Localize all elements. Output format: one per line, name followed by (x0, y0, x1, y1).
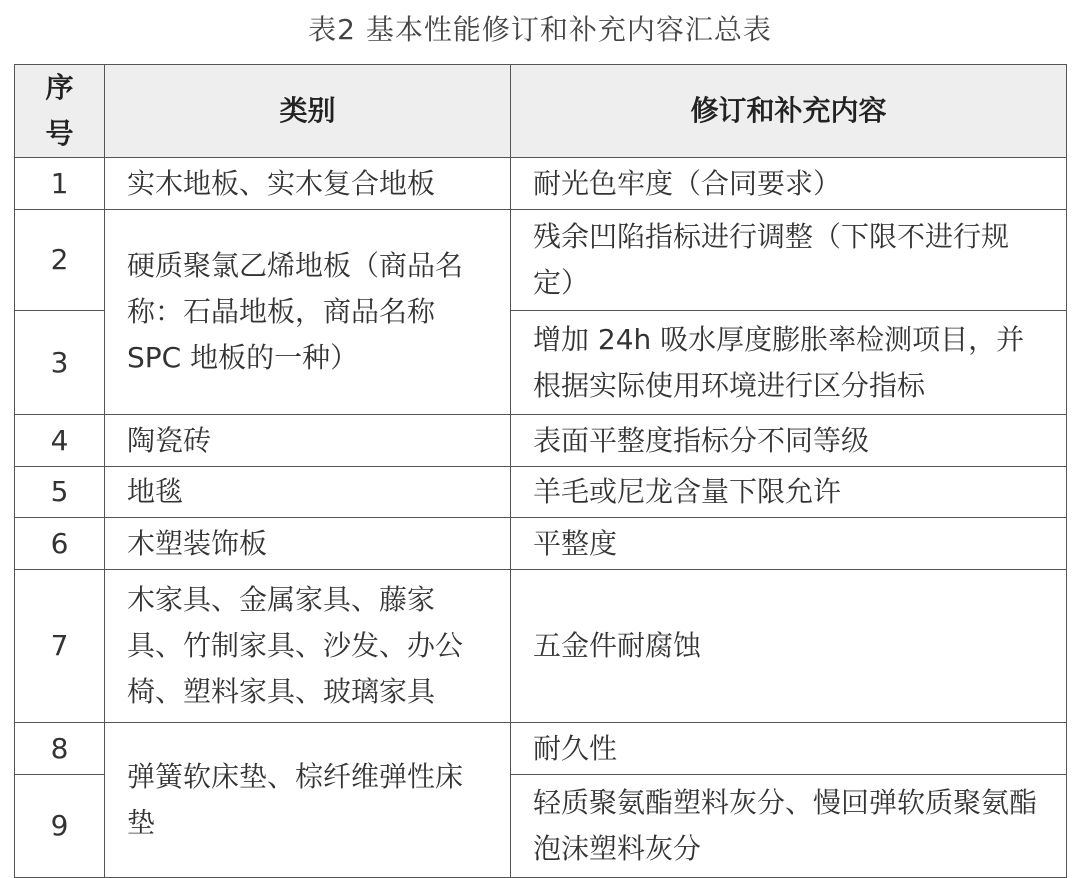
row-revision: 五金件耐腐蚀 (511, 570, 1067, 723)
table-row (15, 570, 1067, 723)
row-category: 木塑装饰板 (105, 518, 511, 570)
row-revision: 羊毛或尼龙含量下限允许 (511, 467, 1067, 518)
row-category: 地毯 (105, 467, 511, 518)
table-row (15, 210, 1067, 311)
row-revision: 增加 24h 吸水厚度膨胀率检测项目，并根据实际使用环境进行区分指标 (511, 311, 1067, 415)
row-revision: 残余凹陷指标进行调整（下限不进行规定） (511, 210, 1067, 311)
row-number: 2 (15, 210, 105, 311)
row-category: 木家具、金属家具、藤家具、竹制家具、沙发、办公椅、塑料家具、玻璃家具 (105, 570, 511, 723)
row-number: 4 (15, 415, 105, 467)
table-row (15, 158, 1067, 210)
table-title: 表2 基本性能修订和补充内容汇总表 (308, 13, 772, 46)
row-revision: 耐光色牢度（合同要求） (511, 158, 1067, 210)
row-number: 6 (15, 518, 105, 570)
row-category: 弹簧软床垫、棕纤维弹性床垫 (105, 723, 511, 878)
row-number: 8 (15, 723, 105, 775)
row-number: 7 (15, 570, 105, 723)
table-row (15, 467, 1067, 518)
table-row (15, 415, 1067, 467)
row-revision: 耐久性 (511, 723, 1067, 775)
table-header-row (15, 65, 1067, 158)
row-category: 硬质聚氯乙烯地板（商品名称：石晶地板，商品名称 SPC 地板的一种） (105, 210, 511, 415)
summary-table (14, 64, 1067, 878)
table-row (15, 518, 1067, 570)
row-revision: 表面平整度指标分不同等级 (511, 415, 1067, 467)
row-number: 9 (15, 775, 105, 878)
header-revision: 修订和补充内容 (511, 65, 1067, 158)
row-category: 陶瓷砖 (105, 415, 511, 467)
table-row (15, 723, 1067, 775)
row-number: 1 (15, 158, 105, 210)
row-revision: 轻质聚氨酯塑料灰分、慢回弹软质聚氨酯泡沫塑料灰分 (511, 775, 1067, 878)
row-number: 3 (15, 311, 105, 415)
header-category: 类别 (105, 65, 511, 158)
row-revision: 平整度 (511, 518, 1067, 570)
header-no: 序号 (15, 65, 105, 158)
row-number: 5 (15, 467, 105, 518)
row-category: 实木地板、实木复合地板 (105, 158, 511, 210)
